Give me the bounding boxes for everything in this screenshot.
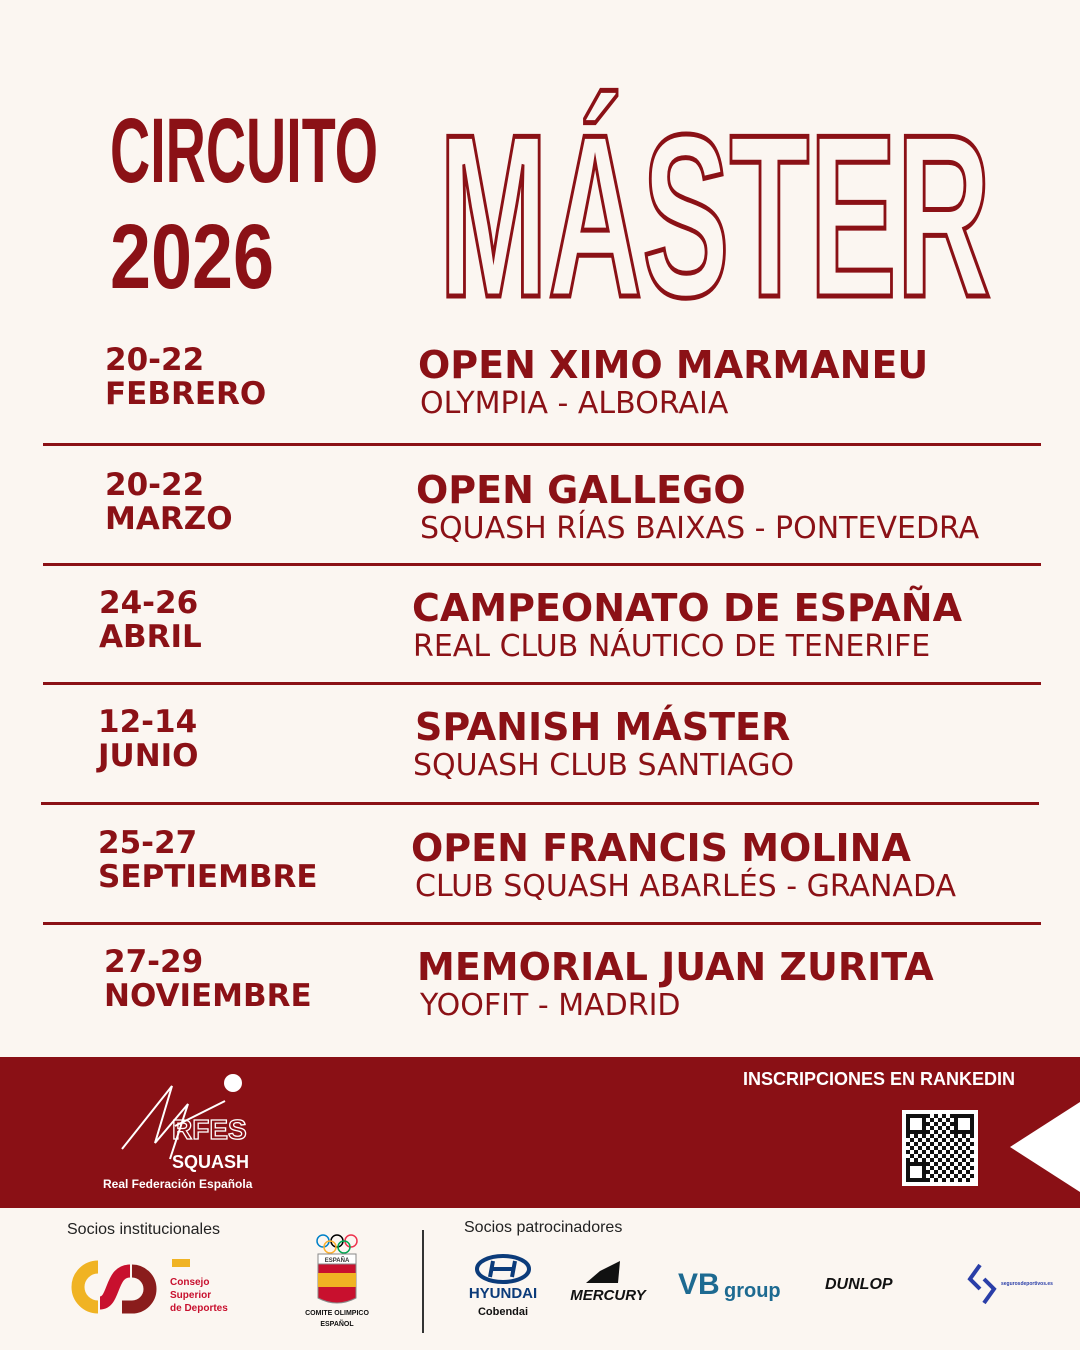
divider: [41, 802, 1039, 805]
svg-text:Real Federación Española: Real Federación Española: [103, 1177, 253, 1191]
svg-text:de Deportes: de Deportes: [170, 1303, 228, 1314]
institutional-partners-label: Socios institucionales: [67, 1221, 220, 1238]
hyundai-logo: [469, 1256, 537, 1318]
event-name: OPEN XIMO MARMANEU: [418, 343, 929, 387]
mercury-logo: [570, 1261, 648, 1304]
event-venue: REAL CLUB NÁUTICO DE TENERIFE: [413, 629, 931, 664]
rfes-squash-logo: [100, 1071, 270, 1201]
svg-text:DUNLOP: DUNLOP: [825, 1276, 893, 1293]
svg-text:Superior: Superior: [170, 1290, 212, 1301]
vb-group-logo: [678, 1268, 781, 1302]
csd-logo: [60, 1253, 240, 1327]
master-title: MÁSTER: [439, 87, 991, 310]
svg-text:Consejo: Consejo: [170, 1277, 210, 1288]
divider: [43, 563, 1041, 566]
footer-band: [0, 1057, 1080, 1208]
circuit-label: CIRCUITO: [110, 100, 378, 202]
event-date: 12-14 JUNIO: [98, 704, 199, 774]
event-venue: CLUB SQUASH ABARLÉS - GRANADA: [415, 869, 957, 904]
event-date: 27-29 NOVIEMBRE: [104, 944, 312, 1014]
svg-text:segurosdeportivos.es: segurosdeportivos.es: [1001, 1281, 1053, 1287]
event-date: 20-22 FEBRERO: [105, 342, 267, 412]
svg-text:MERCURY: MERCURY: [570, 1287, 646, 1304]
event-row: [0, 945, 1080, 1065]
event-row: [0, 826, 1080, 946]
event-row: [0, 705, 1080, 825]
event-venue: SQUASH RÍAS BAIXAS - PONTEVEDRA: [420, 511, 980, 546]
header-title: [100, 70, 1060, 310]
divider: [422, 1230, 424, 1333]
svg-text:ESPAÑOL: ESPAÑOL: [320, 1321, 354, 1328]
event-name: CAMPEONATO DE ESPAÑA: [412, 586, 962, 630]
event-date: 25-27 SEPTIEMBRE: [98, 825, 318, 895]
svg-text:Cobendai: Cobendai: [477, 1306, 529, 1318]
divider: [43, 682, 1041, 685]
svg-text:SQUASH: SQUASH: [172, 1152, 250, 1172]
event-name: OPEN FRANCIS MOLINA: [411, 826, 911, 870]
svg-text:ESPAÑA: ESPAÑA: [324, 1258, 350, 1264]
divider: [43, 922, 1041, 925]
svg-text:RFES: RFES: [172, 1114, 247, 1145]
coe-logo: [300, 1230, 375, 1334]
event-name: SPANISH MÁSTER: [415, 705, 791, 749]
divider: [43, 443, 1041, 446]
svg-text:COMITE OLIMPICO: COMITE OLIMPICO: [305, 1310, 369, 1317]
svg-text:group: group: [724, 1280, 781, 1302]
event-row: [0, 586, 1080, 706]
year-label: 2026: [110, 206, 274, 308]
event-venue: OLYMPIA - ALBORAIA: [420, 386, 729, 421]
sponsor-partners-label: Socios patrocinadores: [464, 1219, 623, 1236]
svg-text:VB: VB: [678, 1268, 720, 1301]
registration-label: INSCRIPCIONES EN RANKEDIN: [743, 1069, 1016, 1089]
event-date: 24-26 ABRIL: [99, 585, 202, 655]
arrow-left-icon: [1005, 1097, 1080, 1197]
event-date: 20-22 MARZO: [105, 467, 233, 537]
event-row: [0, 468, 1080, 588]
sponsor-logos: [460, 1253, 1080, 1327]
event-name: OPEN GALLEGO: [416, 468, 746, 512]
dunlop-logo: [825, 1276, 893, 1293]
event-venue: SQUASH CLUB SANTIAGO: [413, 748, 795, 783]
qr-code[interactable]: [902, 1110, 978, 1186]
event-name: MEMORIAL JUAN ZURITA: [417, 945, 934, 989]
event-venue: YOOFIT - MADRID: [420, 988, 681, 1023]
seguros-deportivos-logo: [970, 1265, 1053, 1303]
svg-text:HYUNDAI: HYUNDAI: [468, 1285, 538, 1302]
